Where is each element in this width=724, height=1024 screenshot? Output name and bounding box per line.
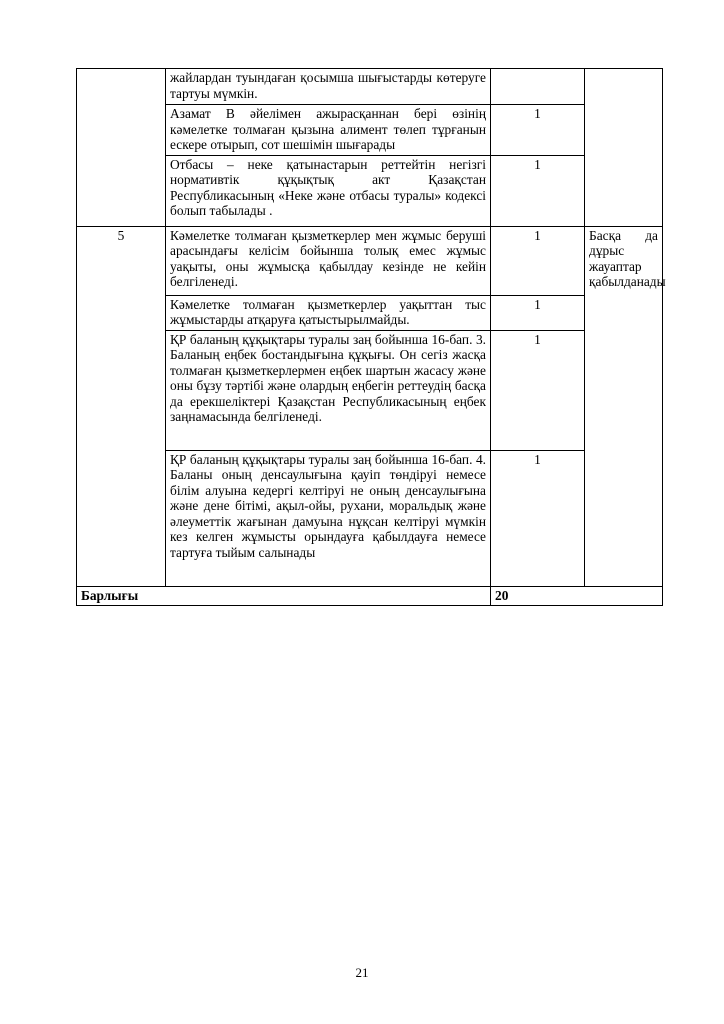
note-cell: Басқа да дұрыс жауаптар қабылданады	[585, 226, 663, 586]
answer-text-cell: ҚР баланың құқықтары туралы заң бойынша 16-бап. 3. Баланың еңбек бостандығына құқығы. Он сегіз жасқа толмаған қызметкерлермен еңбек шартын жасасу және оны бұзу тәртібі және олардың еңбегін реттеудің басқа да ерекшеліктері Қазақстан Республикасының еңбек заңнамасында белгіленеді.	[166, 330, 491, 450]
total-label: Барлығы	[77, 586, 491, 606]
answer-text-cell: Кәмелетке толмаған қызметкерлер уақыттан тыс жұмыстарды атқаруға қатыстырылмайды.	[166, 295, 491, 330]
total-value: 20	[491, 586, 663, 606]
answer-text-cell: жайлардан туындаған қосымша шығыстарды көтеруге тартуы мүмкін.	[166, 69, 491, 105]
score-cell: 1	[491, 155, 585, 226]
table-row	[77, 69, 663, 105]
answer-key-table	[76, 68, 666, 606]
question-number-cell: 5	[77, 226, 166, 586]
question-number-cell	[77, 69, 166, 227]
score-cell	[491, 69, 585, 105]
answer-text-cell: Отбасы – неке қатынастарын реттейтін негізгі нормативтік құқықтық акт Қазақстан Республикасының «Неке және отбасы туралы» кодексі болып табылады .	[166, 155, 491, 226]
page-number: 21	[355, 965, 369, 980]
score-cell: 1	[491, 105, 585, 156]
answer-text-cell: Кәмелетке толмаған қызметкерлер мен жұмыс беруші арасындағы келісім бойынша толық емес жұмыс уақыты, оны жұмысқа қабылдау кезінде не кейін белгіленеді.	[166, 226, 491, 295]
table-row	[77, 226, 663, 295]
note-cell	[585, 69, 663, 227]
score-cell: 1	[491, 295, 585, 330]
total-row	[77, 586, 663, 606]
answer-text-cell: Азамат В әйелімен ажырасқаннан бері өзінің кәмелетке толмаған қызына алимент төлеп тұрғанын ескере отырып, сот шешімін шығарады	[166, 105, 491, 156]
score-cell: 1	[491, 226, 585, 295]
answer-text-cell: ҚР баланың құқықтары туралы заң бойынша 16-бап. 4. Баланы оның денсаулығына қауіп төндіруі немесе білім алуына кедергі келтіруі не оның денсаулығына және дене бітімі, ақыл-ойы, рухани, моральдық және әлеуметтік жағынан дамуына нұқсан келтіруі мүмкін кез келген жұмысты орындауға қабылдауға немесе тартуға тыйым салынады	[166, 450, 491, 586]
score-cell: 1	[491, 450, 585, 586]
score-cell: 1	[491, 330, 585, 450]
